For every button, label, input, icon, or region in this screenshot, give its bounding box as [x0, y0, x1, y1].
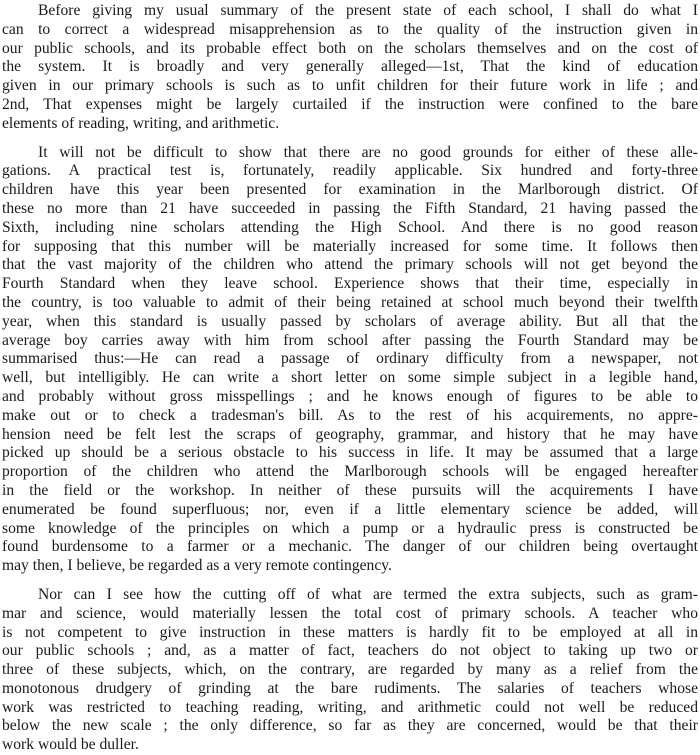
text-line: picked up should be a serious obstacle to his success in life. It may be assumed that a large	[2, 444, 698, 462]
text-line: proportion of the children who attend the Marlborough schools will be engaged hereafter	[2, 463, 698, 481]
text-line: Before giving my usual summary of the present state of each school, I shall do what I	[38, 2, 698, 19]
text-line: enumerated be found superfluous; nor, even if a little elementary science be added, will	[2, 500, 698, 518]
text-line: Sixth, including nine scholars attending the High School. And there is no good reason	[2, 218, 698, 236]
text-line: three of these subjects, which, on the contrary, are regarded by many as a relief from the	[2, 661, 698, 679]
text-line: well, but intelligibly. He can write a short letter on some simple subject in a legible hand,	[2, 369, 698, 387]
text-line: average boy carries away with him from school after passing the Fourth Standard may be	[2, 331, 698, 349]
text-line: gations. A practical test is, fortunately, readily applicable. Six hundred and forty-three	[2, 162, 698, 180]
text-line: 2nd, That expenses might be largely curtailed if the instruction were confined to the bare	[2, 95, 698, 113]
text-line: Nor can I see how the cutting off of what are termed the extra subjects, such as gram-	[38, 585, 698, 603]
text-line: monotonous drudgery of grinding at the bare rudiments. The salaries of teachers whose	[2, 679, 698, 697]
text-line: work would be duller.	[2, 736, 139, 754]
text-line: below the new scale ; the only difference, so far as they are concerned, would be that their	[2, 717, 698, 735]
text-line: make out or to check a tradesman's bill. As to the rest of his acquirements, no appre-	[2, 406, 698, 424]
text-line: children have this year been presented for examination in the Marlborough district. Of	[2, 181, 698, 199]
text-line: some knowledge of the principles on which a pump or a hydraulic press is constructed be	[2, 519, 698, 537]
text-line: for supposing that this number will be materially increased for some time. It follows then	[2, 237, 698, 255]
paragraph-2	[2, 144, 698, 576]
text-line: mar and science, would materially lessen the total cost of primary schools. A teacher who	[2, 604, 698, 622]
text-line: summarised thus:—He can read a passage of ordinary difficulty from a newspaper, not	[2, 350, 698, 368]
text-line: Fourth Standard when they leave school. Experience shows that their time, especially in	[2, 275, 698, 293]
text-line: It will not be difficult to show that there are no good grounds for either of these alle-	[38, 143, 698, 161]
text-line: hension need be felt lest the scraps of geography, grammar, and history that he may have	[2, 425, 698, 443]
text-line: in the field or the workshop. In neither of these pursuits will the acquirements I have	[2, 481, 698, 499]
text-line: may then, I believe, be regarded as a very remote contingency.	[2, 557, 392, 575]
text-line: year, when this standard is usually passed by scholars of average ability. But all that the	[2, 312, 698, 330]
text-line: the system. It is broadly and very generally alleged—1st, That the kind of education	[2, 58, 698, 76]
text-line: elements of reading, writing, and arithmetic.	[2, 114, 280, 132]
text-line: found burdensome to a farmer or a mechanic. The danger of our children being overtaught	[2, 538, 698, 556]
paragraph-1	[2, 2, 698, 134]
text-line: work was restricted to teaching reading, writing, and arithmetic could not well be reduced	[2, 698, 698, 716]
text-line: and probably without gross misspellings ; and he knows enough of figures to be able to	[2, 387, 698, 405]
text-line: can to correct a widespread misapprehension as to the quality of the instruction given in	[2, 20, 698, 38]
text-line: is not competent to give instruction in these matters is hardly fit to be employed at all in	[2, 623, 698, 641]
paragraph-3	[2, 586, 698, 755]
text-line: our public schools, and its probable effect both on the scholars themselves and on the cost of	[2, 39, 698, 57]
text-line: that the vast majority of the children who attend the primary schools will not get beyond the	[2, 256, 698, 274]
text-line: the country, is too valuable to admit of their being retained at school much beyond their twelfth	[2, 293, 698, 311]
text-line: these no more than 21 have succeeded in passing the Fifth Standard, 21 having passed the	[2, 199, 698, 217]
text-line: given in our primary schools is such as to unfit children for their future work in life ; and	[2, 77, 698, 95]
text-line: our public schools ; and, as a matter of fact, teachers do not object to taking up two or	[2, 642, 698, 660]
